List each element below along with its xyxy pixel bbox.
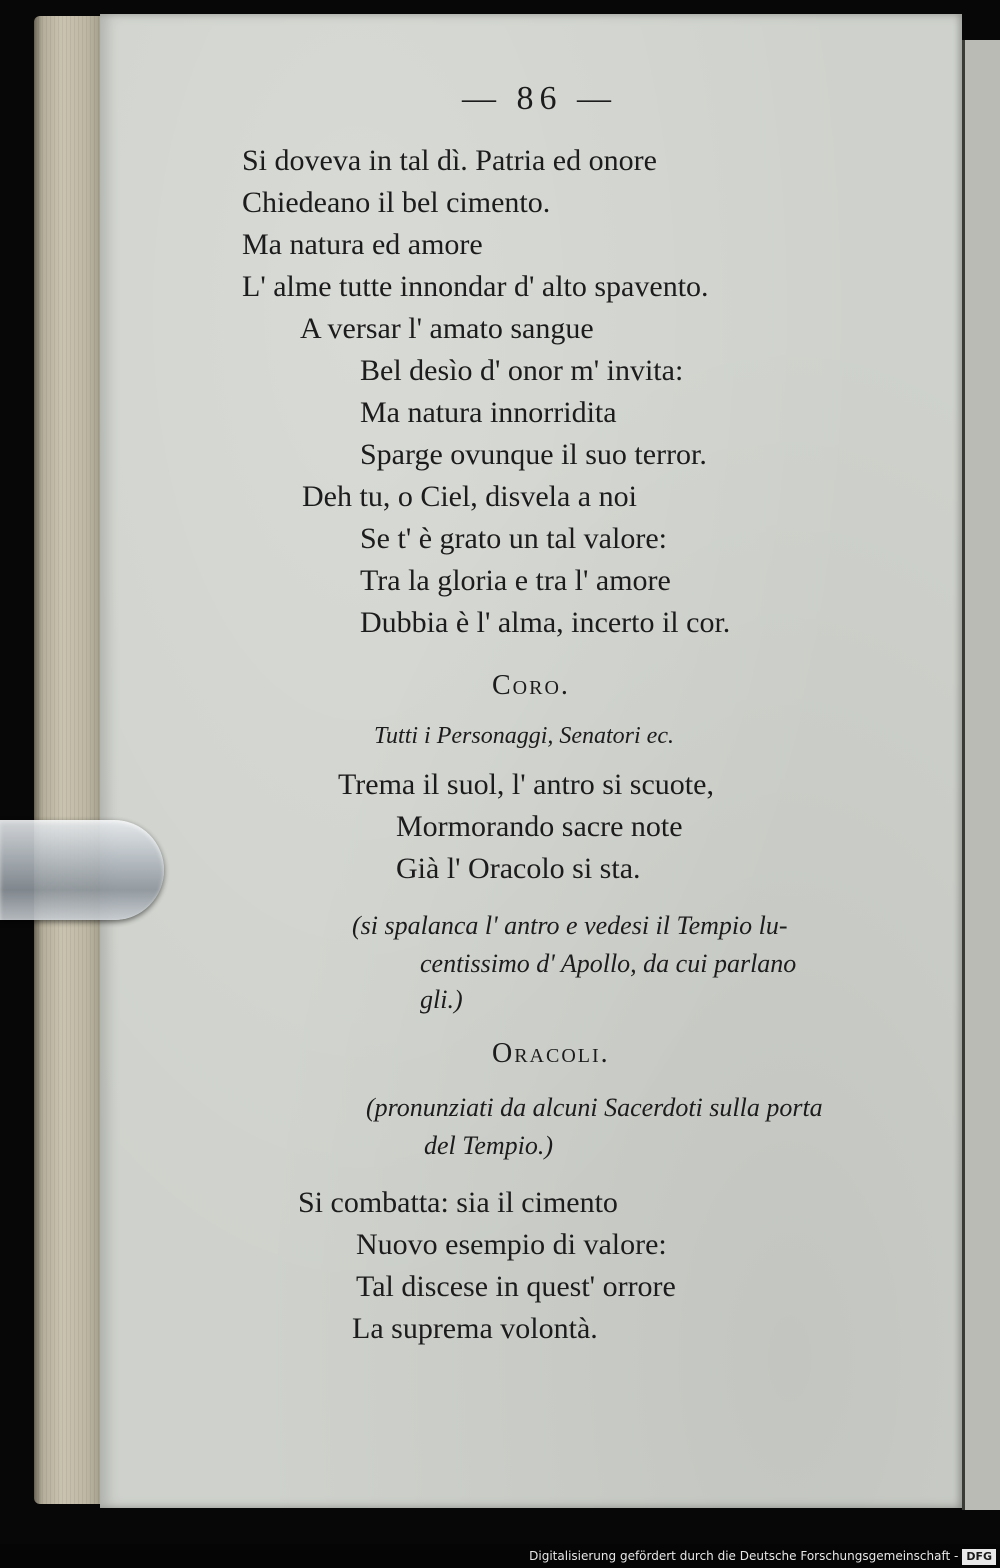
stage-direction: Tutti i Personaggi, Senatori ec. bbox=[374, 723, 674, 749]
verse-line: Trema il suol, l' antro si scuote, bbox=[338, 768, 714, 801]
verse-line: Dubbia è l' alma, incerto il cor. bbox=[360, 606, 731, 639]
verse-line: Bel desìo d' onor m' invita: bbox=[360, 354, 684, 387]
verse-line: Deh tu, o Ciel, disvela a noi bbox=[302, 480, 637, 513]
page-number: — 86 — bbox=[462, 80, 617, 117]
stage-direction: gli.) bbox=[420, 985, 463, 1014]
digitization-footer bbox=[0, 1544, 1000, 1568]
verse-line: Mormorando sacre note bbox=[396, 810, 683, 843]
verse-line: Ma natura innorridita bbox=[360, 396, 617, 429]
section-heading-coro: Coro. bbox=[492, 670, 570, 701]
verse-line: A versar l' amato sangue bbox=[300, 312, 594, 345]
verse-line: Già l' Oracolo si sta. bbox=[396, 852, 641, 885]
verse-line: La suprema volontà. bbox=[352, 1312, 598, 1345]
book-page-edges bbox=[34, 16, 104, 1504]
footer-credit: Digitalisierung gefördert durch die Deutsche Forschungsgemeinschaft - bbox=[529, 1549, 959, 1563]
verse-line: Chiedeano il bel cimento. bbox=[242, 186, 551, 219]
verse-line: L' alme tutte innondar d' alto spavento. bbox=[242, 270, 709, 303]
stage-direction: del Tempio.) bbox=[424, 1131, 554, 1160]
dfg-logo: DFG bbox=[962, 1549, 996, 1565]
stage-direction: (si spalanca l' antro e vedesi il Tempio lu- bbox=[352, 911, 788, 940]
verse-line: Si combatta: sia il cimento bbox=[298, 1186, 618, 1219]
verse-line: Tra la gloria e tra l' amore bbox=[360, 564, 671, 597]
verse-line: Ma natura ed amore bbox=[242, 228, 483, 261]
verse-line: Se t' è grato un tal valore: bbox=[360, 522, 667, 555]
verse-line: Sparge ovunque il suo terror. bbox=[360, 438, 707, 471]
verse-line: Si doveva in tal dì. Patria ed onore bbox=[242, 144, 657, 177]
section-heading-oracoli: Oracoli. bbox=[492, 1038, 610, 1069]
stage-direction: (pronunziati da alcuni Sacerdoti sulla porta bbox=[366, 1093, 823, 1122]
verse-line: Tal discese in quest' orrore bbox=[356, 1270, 676, 1303]
stage-direction: centissimo d' Apollo, da cui parlano bbox=[420, 949, 797, 978]
adjacent-page bbox=[962, 40, 1000, 1510]
verse-line: Nuovo esempio di valore: bbox=[356, 1228, 667, 1261]
page-clip bbox=[0, 820, 164, 920]
